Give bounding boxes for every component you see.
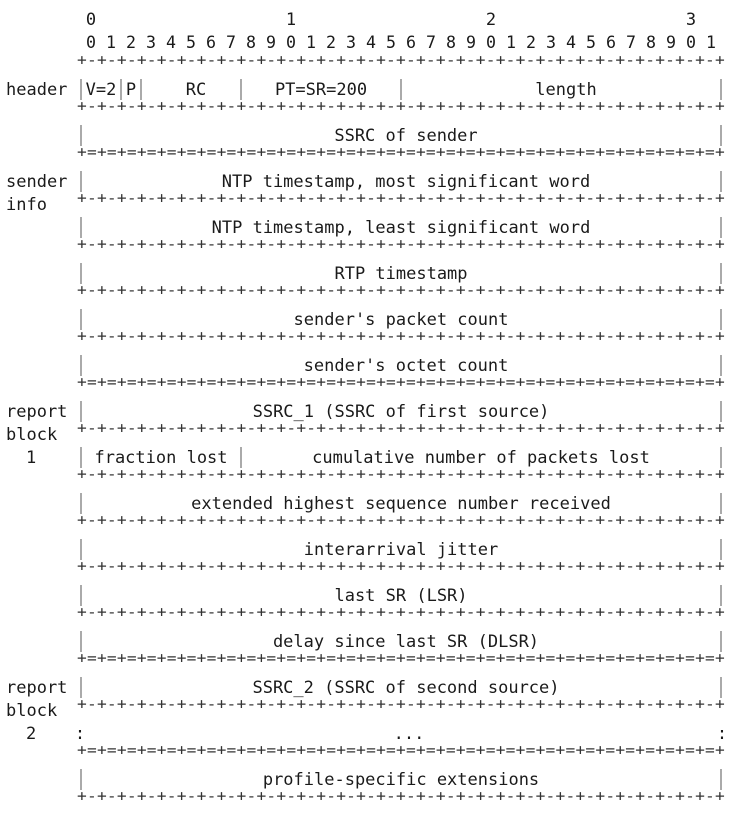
section-separator-line: +=+=+=+=+=+=+=+=+=+=+=+=+=+=+=+=+=+=+=+=+=+=+=+=+=+=+=+=+=+=+=+=+ — [77, 649, 725, 667]
field-rtp-timestamp: RTP timestamp — [334, 264, 468, 284]
bit-ruler-tens-digit: 0 — [85, 10, 97, 30]
field-length: length — [535, 80, 597, 100]
field-extended-highest-seq: extended highest sequence number received — [191, 494, 611, 514]
field-ssrc-1: SSRC_1 (SSRC of first source) — [252, 402, 550, 422]
section-report-block-1-label: report — [6, 402, 68, 422]
section-separator-line: +=+=+=+=+=+=+=+=+=+=+=+=+=+=+=+=+=+=+=+=+=+=+=+=+=+=+=+=+=+=+=+=+ — [77, 373, 725, 391]
bit-ruler-units: 0 1 2 3 4 5 6 7 8 9 0 1 2 3 4 5 6 7 8 9 0 1 2 3 4 5 6 7 8 9 0 1 — [86, 33, 716, 53]
row-separator-line: +-+-+-+-+-+-+-+-+-+-+-+-+-+-+-+-+-+-+-+-+-+-+-+-+-+-+-+-+-+-+-+-+ — [77, 51, 725, 69]
section-report-block-2-label: block — [6, 701, 58, 721]
field-octet-count: sender's octet count — [303, 356, 509, 376]
row-separator-line: +-+-+-+-+-+-+-+-+-+-+-+-+-+-+-+-+-+-+-+-+-+-+-+-+-+-+-+-+-+-+-+-+ — [77, 327, 725, 345]
bit-ruler-tens-digit: 3 — [685, 10, 697, 30]
row-separator-line: +-+-+-+-+-+-+-+-+-+-+-+-+-+-+-+-+-+-+-+-+-+-+-+-+-+-+-+-+-+-+-+-+ — [77, 97, 725, 115]
row-separator-line: +-+-+-+-+-+-+-+-+-+-+-+-+-+-+-+-+-+-+-+-+-+-+-+-+-+-+-+-+-+-+-+-+ — [77, 465, 725, 483]
section-report-block-2-label: report — [6, 678, 68, 698]
section-separator-line: +=+=+=+=+=+=+=+=+=+=+=+=+=+=+=+=+=+=+=+=+=+=+=+=+=+=+=+=+=+=+=+=+ — [77, 143, 725, 161]
section-report-block-1-label: 1 — [26, 448, 37, 468]
field-cumulative-lost: cumulative number of packets lost — [312, 448, 650, 468]
section-separator-line: +=+=+=+=+=+=+=+=+=+=+=+=+=+=+=+=+=+=+=+=+=+=+=+=+=+=+=+=+=+=+=+=+ — [77, 741, 725, 759]
section-labels — [6, 80, 67, 744]
row-separator-line: +-+-+-+-+-+-+-+-+-+-+-+-+-+-+-+-+-+-+-+-+-+-+-+-+-+-+-+-+-+-+-+-+ — [77, 511, 725, 529]
section-header-label: header — [6, 80, 68, 100]
field-profile-specific-extensions: profile-specific extensions — [262, 770, 540, 790]
field-packet-count: sender's packet count — [293, 310, 509, 330]
section-report-block-2-label: 2 — [26, 724, 37, 744]
field-version: V=2 — [85, 80, 117, 100]
bit-ruler — [86, 10, 716, 53]
bit-ruler-tens — [86, 10, 696, 30]
row-separator-line: +-+-+-+-+-+-+-+-+-+-+-+-+-+-+-+-+-+-+-+-+-+-+-+-+-+-+-+-+-+-+-+-+ — [77, 235, 725, 253]
field-ntp-msw: NTP timestamp, most significant word — [221, 172, 591, 192]
field-fraction-lost: fraction lost — [94, 448, 228, 468]
field-interarrival-jitter: interarrival jitter — [303, 540, 499, 560]
continuation-colon-left: : — [74, 724, 86, 744]
row-separator-line: +-+-+-+-+-+-+-+-+-+-+-+-+-+-+-+-+-+-+-+-+-+-+-+-+-+-+-+-+-+-+-+-+ — [77, 695, 725, 713]
row-separator-line: +-+-+-+-+-+-+-+-+-+-+-+-+-+-+-+-+-+-+-+-+-+-+-+-+-+-+-+-+-+-+-+-+ — [77, 189, 725, 207]
bit-ruler-tens-digit: 2 — [485, 10, 497, 30]
row-separator-line: +-+-+-+-+-+-+-+-+-+-+-+-+-+-+-+-+-+-+-+-+-+-+-+-+-+-+-+-+-+-+-+-+ — [77, 419, 725, 437]
row-separator-line: +-+-+-+-+-+-+-+-+-+-+-+-+-+-+-+-+-+-+-+-+-+-+-+-+-+-+-+-+-+-+-+-+ — [77, 281, 725, 299]
field-reception-count: RC — [185, 80, 207, 100]
section-sender-info-label: info — [6, 195, 47, 215]
row-separator-line: +-+-+-+-+-+-+-+-+-+-+-+-+-+-+-+-+-+-+-+-+-+-+-+-+-+-+-+-+-+-+-+-+ — [77, 787, 725, 805]
field-ntp-lsw: NTP timestamp, least significant word — [211, 218, 591, 238]
row-separator-line: +-+-+-+-+-+-+-+-+-+-+-+-+-+-+-+-+-+-+-+-+-+-+-+-+-+-+-+-+-+-+-+-+ — [77, 603, 725, 621]
field-ssrc-of-sender: SSRC of sender — [334, 126, 478, 146]
field-dlsr: delay since last SR (DLSR) — [272, 632, 540, 652]
field-last-sr: last SR (LSR) — [334, 586, 468, 606]
continuation-ellipsis: ... — [393, 724, 425, 744]
field-payload-type: PT=SR=200 — [274, 80, 368, 100]
continuation-colon-right: : — [716, 724, 728, 744]
row-separator-line: +-+-+-+-+-+-+-+-+-+-+-+-+-+-+-+-+-+-+-+-+-+-+-+-+-+-+-+-+-+-+-+-+ — [77, 557, 725, 575]
field-padding: P — [125, 80, 137, 100]
section-sender-info-label: sender — [6, 172, 68, 192]
bit-ruler-tens-digit: 1 — [285, 10, 297, 30]
field-ssrc-2: SSRC_2 (SSRC of second source) — [252, 678, 560, 698]
section-report-block-1-label: block — [6, 425, 58, 445]
